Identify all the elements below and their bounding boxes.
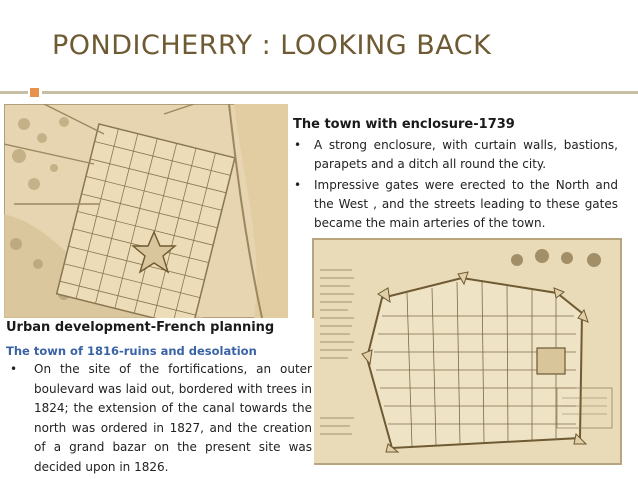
bullet-icon: • (10, 362, 18, 376)
enclosure-bullet-list (292, 136, 618, 235)
bullet-text: A strong enclosure, with curtain walls, bastions, parapets and a ditch all round the city. (314, 138, 618, 171)
map-1739-image (312, 238, 622, 465)
map-1816-image (4, 104, 288, 318)
bullet-icon: • (294, 138, 302, 152)
urban-bullet-list (4, 360, 314, 477)
list-item (4, 360, 314, 477)
town-1816-subheading: The town of 1816-ruins and desolation (6, 344, 257, 358)
bullet-icon: • (294, 178, 302, 192)
bullet-text: Impressive gates were erected to the North and the West , and the streets leading to these gates became the main arteries of the town. (314, 178, 618, 230)
list-item (292, 176, 618, 233)
urban-development-heading: Urban development-French planning (6, 320, 275, 335)
title-rule-left (0, 91, 28, 94)
list-item (292, 136, 618, 174)
bullet-text: On the site of the fortifications, an outer boulevard was laid out, bordered with trees in 1824; the extension of the canal towards the north was ordered in 1827, and the creation of a grand bazar on the present site was decided upon in 1826. (34, 362, 312, 474)
urban-development-block (4, 318, 314, 476)
title-rule-accent (30, 88, 39, 97)
title-rule (42, 91, 638, 94)
slide-title: PONDICHERRY : LOOKING BACK (52, 30, 492, 61)
enclosure-heading: The town with enclosure-1739 (293, 117, 515, 132)
